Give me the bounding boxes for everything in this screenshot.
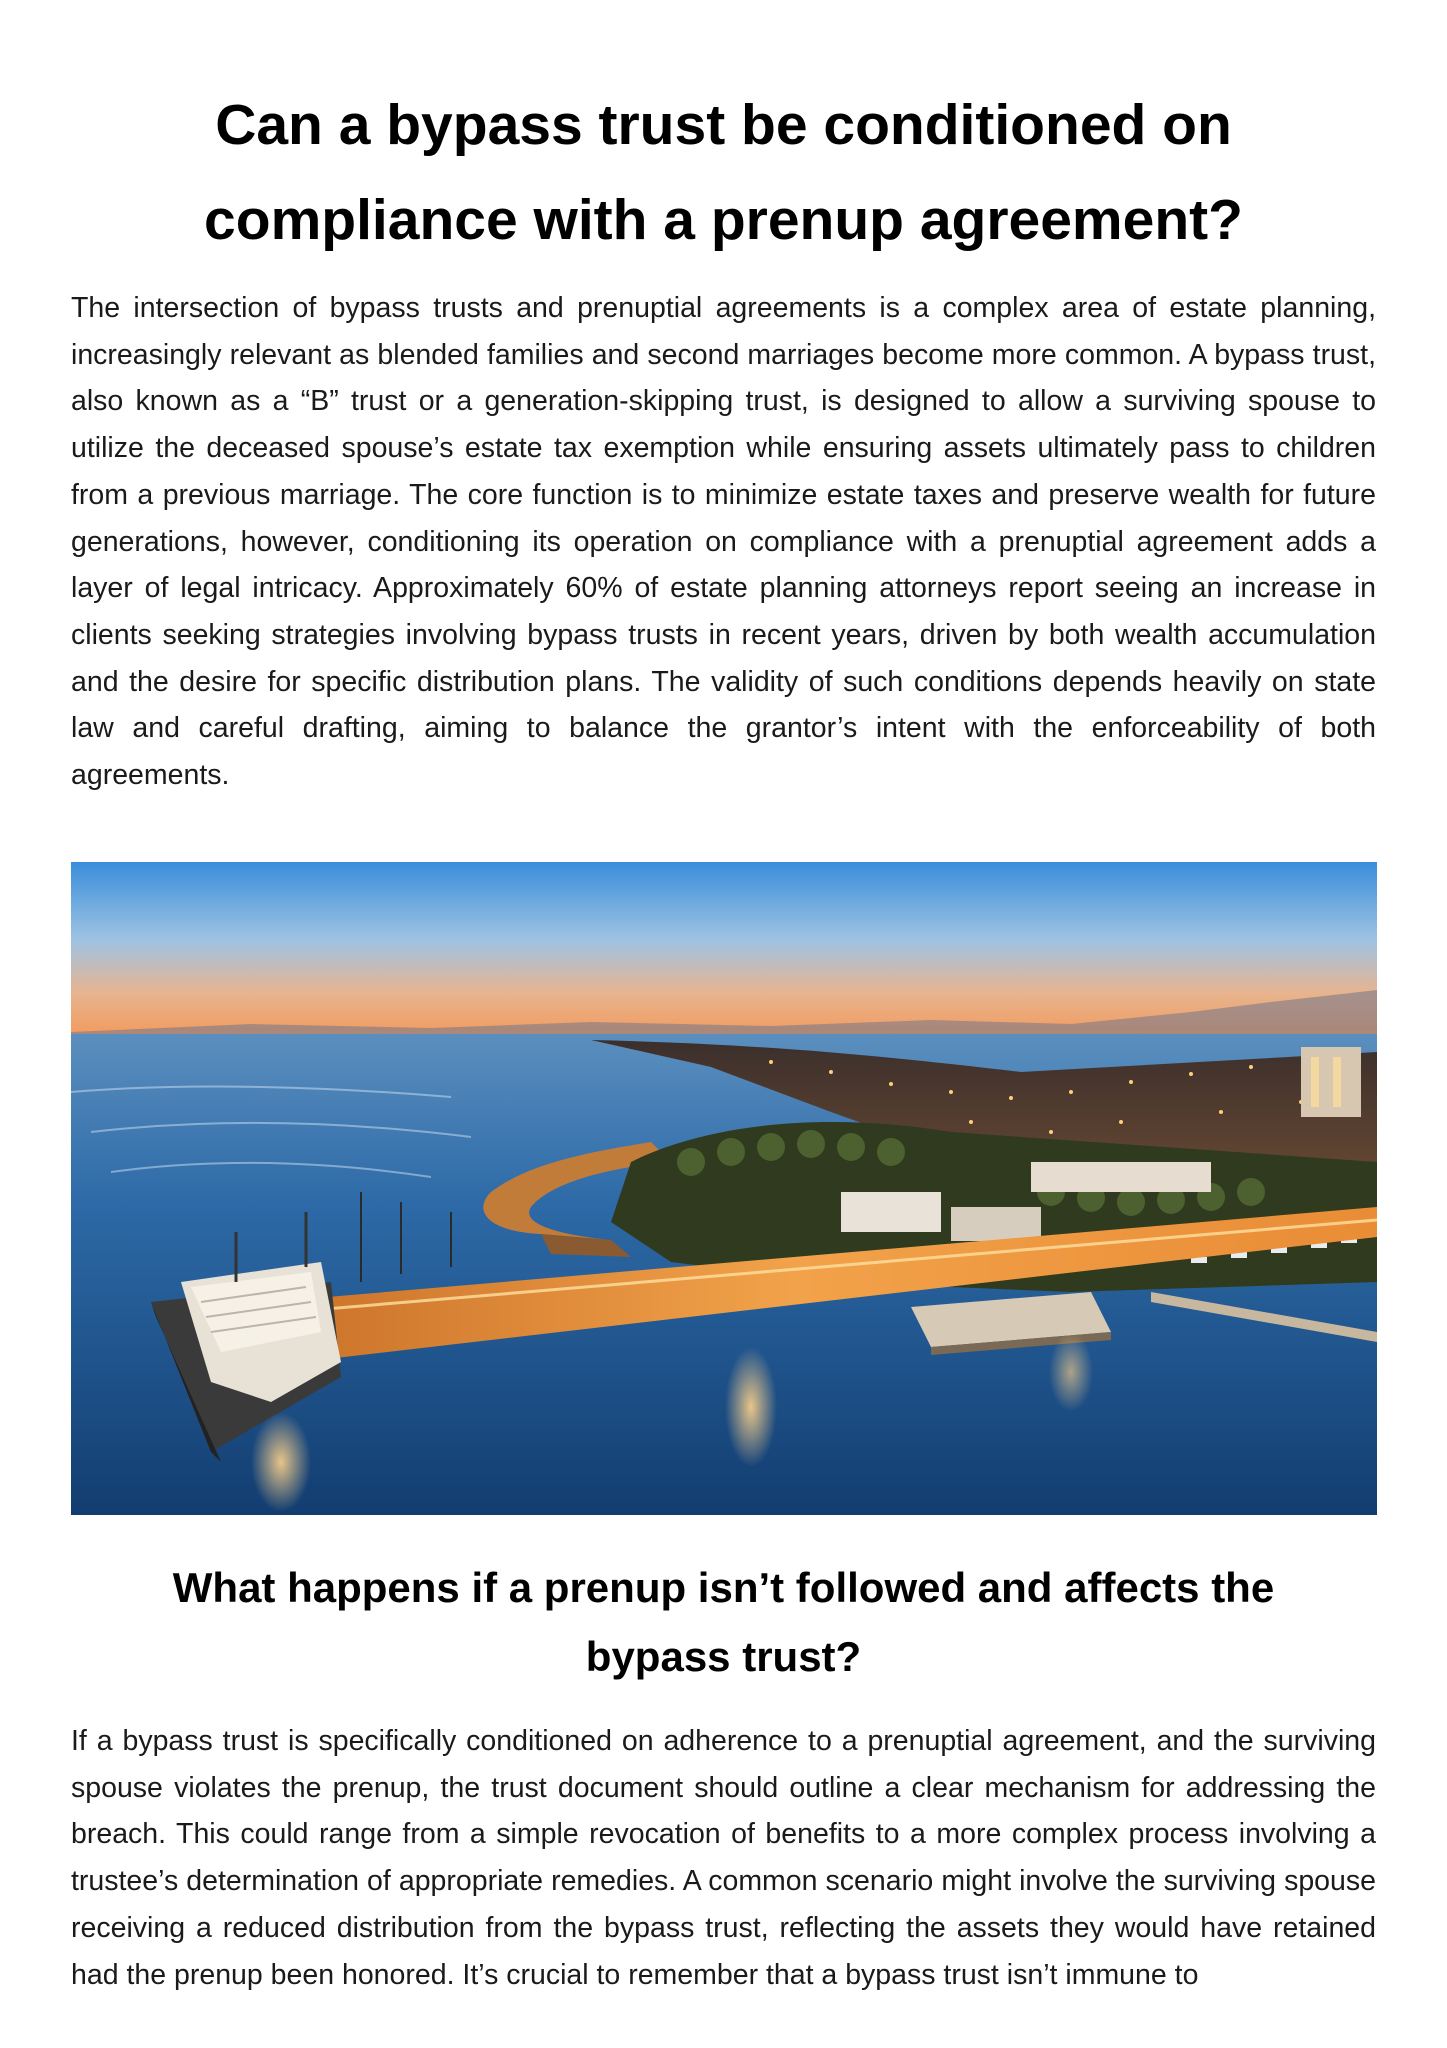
page-title: Can a bypass trust be conditioned on compliance with a prenup agreement? xyxy=(204,93,1243,252)
section-paragraph: If a bypass trust is specifically conditioned on adherence to a prenuptial agreement, and the surviving spouse violates the prenup, the trust document should outline a clear mechanism for addressing the breach. This could range from a simple revocation of benefits to a more complex process involving a trustee’s determination of appropriate remedies. A common scenario might involve the surviving spouse receiving a reduced distribution from the bypass trust, reflecting the assets they would have retained had the prenup been honored. It’s crucial to remember that a bypass trust isn’t immune to xyxy=(71,1725,1376,1991)
section-heading: What happens if a prenup isn’t followed and affects the bypass trust? xyxy=(172,1564,1275,1680)
harbor-photo xyxy=(71,862,1377,1515)
intro-paragraph: The intersection of bypass trusts and prenuptial agreements is a complex area of estate planning, increasingly relevant as blended families and second marriages become more common. A bypass trust, also known as a “B” trust or a generation-skipping trust, is designed to allow a surviving spouse to utilize the deceased spouse’s estate tax exemption while ensuring assets ultimately pass to children from a previous marriage. The core function is to minimize estate taxes and preserve wealth for future generations, however, conditioning its operation on compliance with a prenuptial agreement adds a layer of legal intricacy. Approximately 60% of estate planning attorneys report seeing an increase in clients seeking strategies involving bypass trusts in recent years, driven by both wealth accumulation and the desire for specific distribution plans. The validity of such conditions depends heavily on state law and careful drafting, aiming to balance the grantor’s intent with the enforceability of both agreements. xyxy=(71,292,1376,792)
harbor-photo-illustration xyxy=(71,862,1377,1515)
